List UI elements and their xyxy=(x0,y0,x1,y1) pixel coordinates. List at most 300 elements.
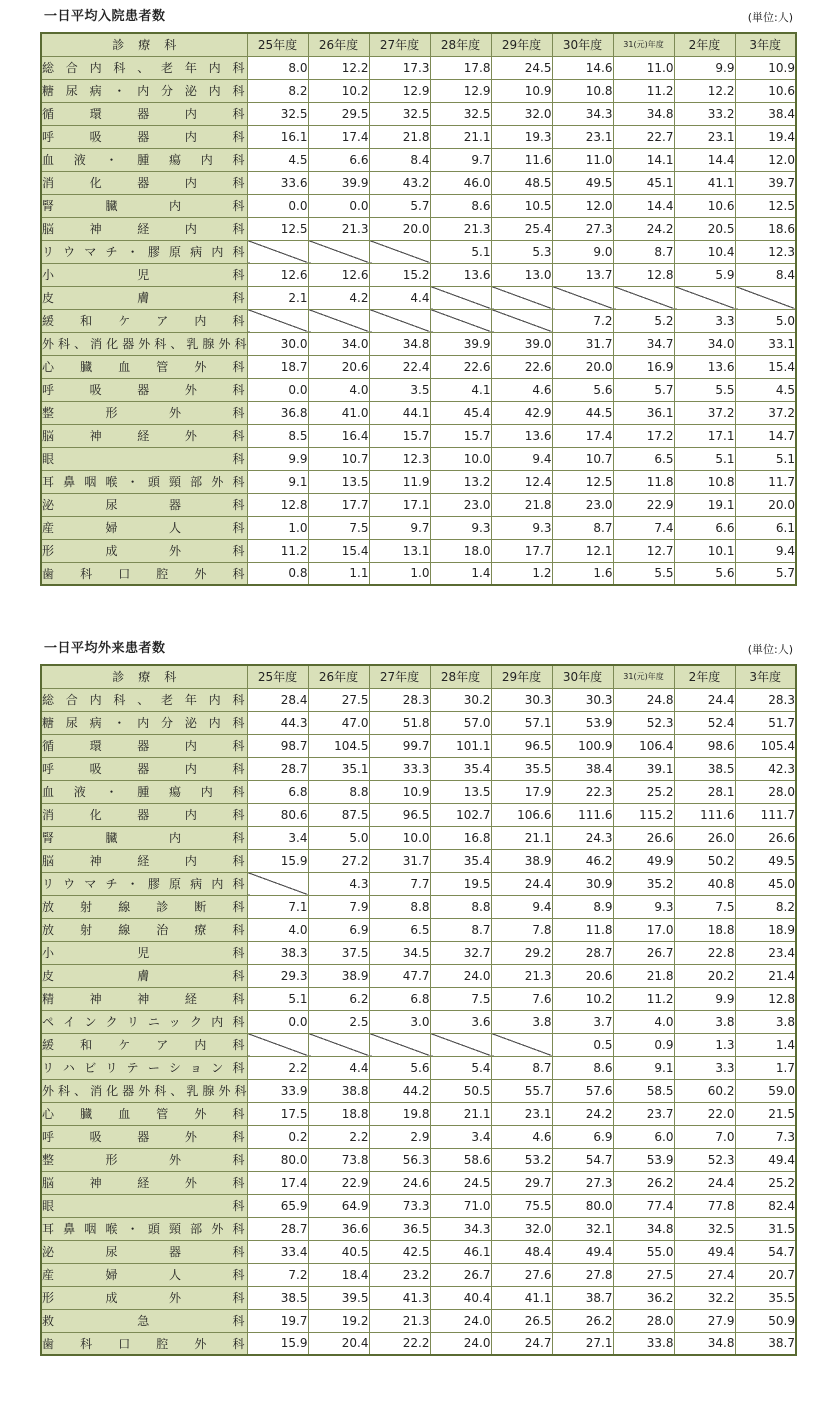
value-cell: 13.5 xyxy=(430,780,491,803)
value-cell: 24.4 xyxy=(491,872,552,895)
value-cell: 10.7 xyxy=(552,447,613,470)
value-cell: 9.7 xyxy=(430,148,491,171)
dept-name: ペインクリニック内科 xyxy=(41,1010,247,1033)
value-cell: 27.9 xyxy=(674,1309,735,1332)
value-cell: 32.0 xyxy=(491,1217,552,1240)
value-cell: 5.7 xyxy=(735,562,796,585)
value-cell: 48.4 xyxy=(491,1240,552,1263)
value-cell: 28.3 xyxy=(369,688,430,711)
value-cell: 52.3 xyxy=(674,1148,735,1171)
empty-cell xyxy=(247,1033,308,1056)
value-cell: 25.2 xyxy=(613,780,674,803)
dept-name: 消化器内科 xyxy=(41,803,247,826)
value-cell: 11.9 xyxy=(369,470,430,493)
value-cell: 18.8 xyxy=(674,918,735,941)
value-cell: 12.3 xyxy=(369,447,430,470)
dept-name: 脳神経外科 xyxy=(41,1171,247,1194)
value-cell: 58.6 xyxy=(430,1148,491,1171)
dept-name: 歯科口腔外科 xyxy=(41,1332,247,1355)
value-cell: 5.1 xyxy=(735,447,796,470)
table-row xyxy=(41,1286,796,1309)
value-cell: 4.5 xyxy=(735,378,796,401)
value-cell: 4.4 xyxy=(308,1056,369,1079)
value-cell: 1.1 xyxy=(308,562,369,585)
value-cell: 38.9 xyxy=(491,849,552,872)
value-cell: 111.6 xyxy=(552,803,613,826)
value-cell: 80.0 xyxy=(552,1194,613,1217)
value-cell: 32.7 xyxy=(430,941,491,964)
empty-cell xyxy=(247,309,308,332)
value-cell: 57.6 xyxy=(552,1079,613,1102)
value-cell: 17.2 xyxy=(613,424,674,447)
table-row xyxy=(41,56,796,79)
value-cell: 21.3 xyxy=(308,217,369,240)
value-cell: 34.8 xyxy=(369,332,430,355)
value-cell: 73.8 xyxy=(308,1148,369,1171)
dept-name: 総合内科、老年内科 xyxy=(41,56,247,79)
value-cell: 13.6 xyxy=(430,263,491,286)
value-cell: 38.3 xyxy=(247,941,308,964)
table-row xyxy=(41,1171,796,1194)
value-cell: 17.7 xyxy=(308,493,369,516)
value-cell: 35.2 xyxy=(613,872,674,895)
table-row xyxy=(41,171,796,194)
value-cell: 43.2 xyxy=(369,171,430,194)
value-cell: 55.7 xyxy=(491,1079,552,1102)
table-row xyxy=(41,447,796,470)
empty-cell xyxy=(674,286,735,309)
value-cell: 12.7 xyxy=(613,539,674,562)
dept-name: 呼吸器内科 xyxy=(41,125,247,148)
value-cell: 9.1 xyxy=(247,470,308,493)
value-cell: 10.8 xyxy=(674,470,735,493)
table-row xyxy=(41,780,796,803)
value-cell: 31.7 xyxy=(552,332,613,355)
dept-name: 形成外科 xyxy=(41,539,247,562)
empty-cell xyxy=(552,286,613,309)
value-cell: 22.6 xyxy=(430,355,491,378)
value-cell: 34.5 xyxy=(369,941,430,964)
table-row xyxy=(41,734,796,757)
value-cell: 20.0 xyxy=(369,217,430,240)
value-cell: 0.0 xyxy=(247,1010,308,1033)
value-cell: 49.4 xyxy=(735,1148,796,1171)
empty-cell xyxy=(430,1033,491,1056)
value-cell: 14.4 xyxy=(613,194,674,217)
value-cell: 20.6 xyxy=(308,355,369,378)
value-cell: 17.5 xyxy=(247,1102,308,1125)
inpatient-unit: (単位:人) xyxy=(747,11,793,24)
value-cell: 8.8 xyxy=(308,780,369,803)
value-cell: 30.2 xyxy=(430,688,491,711)
table-row xyxy=(41,757,796,780)
value-cell: 23.0 xyxy=(430,493,491,516)
value-cell: 19.7 xyxy=(247,1309,308,1332)
value-cell: 53.9 xyxy=(613,1148,674,1171)
table-row xyxy=(41,895,796,918)
value-cell: 38.5 xyxy=(674,757,735,780)
value-cell: 77.4 xyxy=(613,1194,674,1217)
value-cell: 4.0 xyxy=(308,378,369,401)
value-cell: 24.7 xyxy=(491,1332,552,1355)
value-cell: 19.2 xyxy=(308,1309,369,1332)
value-cell: 10.8 xyxy=(552,79,613,102)
value-cell: 9.1 xyxy=(613,1056,674,1079)
value-cell: 0.0 xyxy=(308,194,369,217)
empty-cell xyxy=(491,1033,552,1056)
value-cell: 22.0 xyxy=(674,1102,735,1125)
value-cell: 28.1 xyxy=(674,780,735,803)
dept-name: 救急科 xyxy=(41,1309,247,1332)
value-cell: 104.5 xyxy=(308,734,369,757)
dept-name: リハビリテーション科 xyxy=(41,1056,247,1079)
header-year: 29年度 xyxy=(491,665,552,688)
value-cell: 12.9 xyxy=(430,79,491,102)
value-cell: 17.0 xyxy=(613,918,674,941)
dept-name: 循環器内科 xyxy=(41,102,247,125)
value-cell: 64.9 xyxy=(308,1194,369,1217)
value-cell: 38.4 xyxy=(552,757,613,780)
value-cell: 21.3 xyxy=(430,217,491,240)
value-cell: 23.1 xyxy=(552,125,613,148)
value-cell: 33.4 xyxy=(247,1240,308,1263)
value-cell: 7.4 xyxy=(613,516,674,539)
value-cell: 11.7 xyxy=(735,470,796,493)
value-cell: 51.8 xyxy=(369,711,430,734)
value-cell: 15.9 xyxy=(247,849,308,872)
value-cell: 3.0 xyxy=(369,1010,430,1033)
value-cell: 21.1 xyxy=(430,1102,491,1125)
dept-name: 眼科 xyxy=(41,1194,247,1217)
table-row xyxy=(41,516,796,539)
value-cell: 24.6 xyxy=(369,1171,430,1194)
value-cell: 21.1 xyxy=(430,125,491,148)
value-cell: 7.5 xyxy=(308,516,369,539)
value-cell: 0.5 xyxy=(552,1033,613,1056)
header-year: 27年度 xyxy=(369,665,430,688)
value-cell: 7.8 xyxy=(491,918,552,941)
value-cell: 57.0 xyxy=(430,711,491,734)
value-cell: 17.4 xyxy=(552,424,613,447)
value-cell: 6.9 xyxy=(308,918,369,941)
value-cell: 25.2 xyxy=(735,1171,796,1194)
value-cell: 5.7 xyxy=(369,194,430,217)
value-cell: 8.7 xyxy=(491,1056,552,1079)
dept-name: 泌尿器科 xyxy=(41,493,247,516)
dept-name: 緩和ケア内科 xyxy=(41,309,247,332)
value-cell: 3.4 xyxy=(247,826,308,849)
value-cell: 22.8 xyxy=(674,941,735,964)
value-cell: 52.4 xyxy=(674,711,735,734)
table-row xyxy=(41,355,796,378)
value-cell: 32.0 xyxy=(491,102,552,125)
value-cell: 3.7 xyxy=(552,1010,613,1033)
value-cell: 39.9 xyxy=(308,171,369,194)
value-cell: 40.5 xyxy=(308,1240,369,1263)
value-cell: 29.7 xyxy=(491,1171,552,1194)
value-cell: 106.6 xyxy=(491,803,552,826)
value-cell: 27.8 xyxy=(552,1263,613,1286)
value-cell: 44.2 xyxy=(369,1079,430,1102)
empty-cell xyxy=(613,286,674,309)
value-cell: 0.0 xyxy=(247,194,308,217)
table-row xyxy=(41,240,796,263)
value-cell: 15.7 xyxy=(430,424,491,447)
dept-name: 心臓血管外科 xyxy=(41,355,247,378)
dept-name: 糖尿病・内分泌内科 xyxy=(41,79,247,102)
value-cell: 71.0 xyxy=(430,1194,491,1217)
value-cell: 26.7 xyxy=(430,1263,491,1286)
value-cell: 23.0 xyxy=(552,493,613,516)
dept-name: 外科、消化器外科、乳腺外科 xyxy=(41,332,247,355)
value-cell: 49.4 xyxy=(674,1240,735,1263)
value-cell: 13.6 xyxy=(491,424,552,447)
value-cell: 33.3 xyxy=(369,757,430,780)
value-cell: 65.9 xyxy=(247,1194,308,1217)
value-cell: 20.2 xyxy=(674,964,735,987)
value-cell: 39.5 xyxy=(308,1286,369,1309)
value-cell: 34.7 xyxy=(613,332,674,355)
value-cell: 24.2 xyxy=(613,217,674,240)
value-cell: 49.5 xyxy=(552,171,613,194)
value-cell: 26.2 xyxy=(552,1309,613,1332)
value-cell: 21.8 xyxy=(613,964,674,987)
dept-name: 整形外科 xyxy=(41,401,247,424)
table-row xyxy=(41,539,796,562)
value-cell: 26.5 xyxy=(491,1309,552,1332)
value-cell: 82.4 xyxy=(735,1194,796,1217)
value-cell: 12.5 xyxy=(247,217,308,240)
value-cell: 96.5 xyxy=(369,803,430,826)
value-cell: 6.6 xyxy=(674,516,735,539)
value-cell: 2.9 xyxy=(369,1125,430,1148)
value-cell: 6.2 xyxy=(308,987,369,1010)
table-row xyxy=(41,803,796,826)
value-cell: 33.8 xyxy=(613,1332,674,1355)
value-cell: 11.0 xyxy=(613,56,674,79)
empty-cell xyxy=(369,240,430,263)
value-cell: 46.1 xyxy=(430,1240,491,1263)
value-cell: 15.9 xyxy=(247,1332,308,1355)
value-cell: 24.4 xyxy=(674,1171,735,1194)
value-cell: 4.0 xyxy=(613,1010,674,1033)
value-cell: 32.5 xyxy=(674,1217,735,1240)
value-cell: 9.9 xyxy=(674,987,735,1010)
value-cell: 10.4 xyxy=(674,240,735,263)
value-cell: 12.8 xyxy=(247,493,308,516)
dept-name: 小児科 xyxy=(41,941,247,964)
value-cell: 10.2 xyxy=(308,79,369,102)
value-cell: 9.0 xyxy=(552,240,613,263)
value-cell: 34.0 xyxy=(308,332,369,355)
value-cell: 8.0 xyxy=(247,56,308,79)
header-year: 30年度 xyxy=(552,665,613,688)
value-cell: 7.1 xyxy=(247,895,308,918)
table-row xyxy=(41,1148,796,1171)
value-cell: 12.6 xyxy=(247,263,308,286)
header-dept: 診療科 xyxy=(41,33,247,56)
value-cell: 28.7 xyxy=(247,1217,308,1240)
value-cell: 22.4 xyxy=(369,355,430,378)
value-cell: 7.0 xyxy=(674,1125,735,1148)
value-cell: 4.1 xyxy=(430,378,491,401)
value-cell: 17.3 xyxy=(369,56,430,79)
value-cell: 8.7 xyxy=(613,240,674,263)
value-cell: 30.9 xyxy=(552,872,613,895)
value-cell: 24.5 xyxy=(430,1171,491,1194)
value-cell: 7.9 xyxy=(308,895,369,918)
dept-name: 血液・腫瘍内科 xyxy=(41,780,247,803)
value-cell: 41.1 xyxy=(674,171,735,194)
value-cell: 24.0 xyxy=(430,1309,491,1332)
value-cell: 46.0 xyxy=(430,171,491,194)
value-cell: 12.9 xyxy=(369,79,430,102)
dept-name: 耳鼻咽喉・頭頸部外科 xyxy=(41,470,247,493)
value-cell: 24.5 xyxy=(491,56,552,79)
value-cell: 21.5 xyxy=(735,1102,796,1125)
value-cell: 44.3 xyxy=(247,711,308,734)
value-cell: 7.7 xyxy=(369,872,430,895)
empty-cell xyxy=(308,240,369,263)
value-cell: 3.8 xyxy=(491,1010,552,1033)
value-cell: 32.2 xyxy=(674,1286,735,1309)
dept-name: 形成外科 xyxy=(41,1286,247,1309)
value-cell: 22.7 xyxy=(613,125,674,148)
value-cell: 12.8 xyxy=(735,987,796,1010)
value-cell: 4.0 xyxy=(247,918,308,941)
value-cell: 31.5 xyxy=(735,1217,796,1240)
value-cell: 6.8 xyxy=(247,780,308,803)
table-row xyxy=(41,79,796,102)
value-cell: 73.3 xyxy=(369,1194,430,1217)
value-cell: 7.3 xyxy=(735,1125,796,1148)
header-year: 26年度 xyxy=(308,33,369,56)
value-cell: 50.2 xyxy=(674,849,735,872)
value-cell: 17.1 xyxy=(674,424,735,447)
value-cell: 23.2 xyxy=(369,1263,430,1286)
value-cell: 8.8 xyxy=(369,895,430,918)
dept-name: 産婦人科 xyxy=(41,516,247,539)
value-cell: 75.5 xyxy=(491,1194,552,1217)
value-cell: 30.0 xyxy=(247,332,308,355)
table-row xyxy=(41,263,796,286)
value-cell: 41.1 xyxy=(491,1286,552,1309)
value-cell: 17.4 xyxy=(308,125,369,148)
value-cell: 34.8 xyxy=(613,1217,674,1240)
value-cell: 2.2 xyxy=(247,1056,308,1079)
value-cell: 4.6 xyxy=(491,378,552,401)
value-cell: 7.2 xyxy=(552,309,613,332)
value-cell: 38.4 xyxy=(735,102,796,125)
value-cell: 55.0 xyxy=(613,1240,674,1263)
table-row xyxy=(41,102,796,125)
value-cell: 48.5 xyxy=(491,171,552,194)
value-cell: 34.8 xyxy=(613,102,674,125)
value-cell: 22.6 xyxy=(491,355,552,378)
value-cell: 20.5 xyxy=(674,217,735,240)
value-cell: 24.0 xyxy=(430,964,491,987)
dept-name: 呼吸器内科 xyxy=(41,757,247,780)
value-cell: 9.4 xyxy=(491,895,552,918)
value-cell: 12.5 xyxy=(552,470,613,493)
table-row xyxy=(41,849,796,872)
value-cell: 16.1 xyxy=(247,125,308,148)
value-cell: 12.8 xyxy=(613,263,674,286)
header-year: 29年度 xyxy=(491,33,552,56)
table-row xyxy=(41,332,796,355)
value-cell: 24.8 xyxy=(613,688,674,711)
value-cell: 28.3 xyxy=(735,688,796,711)
value-cell: 44.5 xyxy=(552,401,613,424)
value-cell: 39.0 xyxy=(491,332,552,355)
value-cell: 22.9 xyxy=(613,493,674,516)
value-cell: 11.8 xyxy=(552,918,613,941)
table-row xyxy=(41,378,796,401)
value-cell: 39.7 xyxy=(735,171,796,194)
dept-name: 歯科口腔外科 xyxy=(41,562,247,585)
value-cell: 24.3 xyxy=(552,826,613,849)
value-cell: 11.8 xyxy=(613,470,674,493)
value-cell: 10.0 xyxy=(369,826,430,849)
value-cell: 14.6 xyxy=(552,56,613,79)
value-cell: 38.9 xyxy=(308,964,369,987)
dept-name: リウマチ・膠原病内科 xyxy=(41,872,247,895)
dept-name: 脳神経外科 xyxy=(41,424,247,447)
value-cell: 106.4 xyxy=(613,734,674,757)
value-cell: 5.4 xyxy=(430,1056,491,1079)
dept-name: 皮膚科 xyxy=(41,286,247,309)
value-cell: 26.0 xyxy=(674,826,735,849)
value-cell: 8.4 xyxy=(369,148,430,171)
value-cell: 24.4 xyxy=(674,688,735,711)
value-cell: 35.1 xyxy=(308,757,369,780)
value-cell: 7.6 xyxy=(491,987,552,1010)
table-row xyxy=(41,711,796,734)
value-cell: 37.2 xyxy=(735,401,796,424)
value-cell: 5.2 xyxy=(613,309,674,332)
value-cell: 15.7 xyxy=(369,424,430,447)
dept-name: 整形外科 xyxy=(41,1148,247,1171)
value-cell: 28.4 xyxy=(247,688,308,711)
value-cell: 21.3 xyxy=(491,964,552,987)
header-year: 2年度 xyxy=(674,33,735,56)
value-cell: 36.1 xyxy=(613,401,674,424)
value-cell: 29.3 xyxy=(247,964,308,987)
dept-name: 循環器内科 xyxy=(41,734,247,757)
value-cell: 22.3 xyxy=(552,780,613,803)
dept-name: 心臓血管外科 xyxy=(41,1102,247,1125)
value-cell: 111.6 xyxy=(674,803,735,826)
value-cell: 6.0 xyxy=(613,1125,674,1148)
value-cell: 35.5 xyxy=(735,1286,796,1309)
value-cell: 5.0 xyxy=(308,826,369,849)
header-year: 30年度 xyxy=(552,33,613,56)
value-cell: 3.8 xyxy=(735,1010,796,1033)
value-cell: 49.9 xyxy=(613,849,674,872)
dept-name: 呼吸器外科 xyxy=(41,378,247,401)
value-cell: 23.4 xyxy=(735,941,796,964)
value-cell: 9.9 xyxy=(674,56,735,79)
value-cell: 26.6 xyxy=(613,826,674,849)
value-cell: 8.6 xyxy=(430,194,491,217)
value-cell: 8.9 xyxy=(552,895,613,918)
value-cell: 11.2 xyxy=(613,79,674,102)
value-cell: 53.9 xyxy=(552,711,613,734)
header-year: 3年度 xyxy=(735,33,796,56)
value-cell: 6.9 xyxy=(552,1125,613,1148)
value-cell: 22.9 xyxy=(308,1171,369,1194)
table-row xyxy=(41,1309,796,1332)
